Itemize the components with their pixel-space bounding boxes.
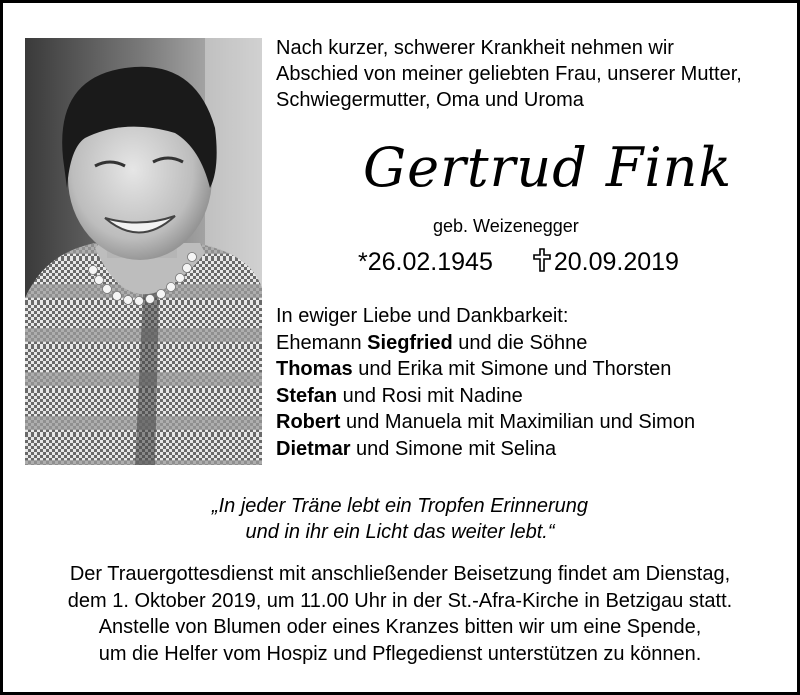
notice-line: dem 1. Oktober 2019, um 11.00 Uhr in der St.-Afra-Kirche in Betzigau statt. (67, 589, 733, 612)
family-line (276, 436, 776, 463)
notice-line: um die Helfer vom Hospiz und Pflegedienst unterstützen zu können. (98, 642, 702, 665)
family-heading: In ewiger Liebe und Dankbarkeit: (276, 305, 569, 327)
portrait-photo (25, 38, 262, 465)
family-member-name: Siegfried (367, 331, 453, 354)
intro-line: Abschied von meiner geliebten Frau, unserer Mutter, (276, 63, 742, 85)
notice-line: Der Trauergottesdienst mit anschließender Beisetzung findet am Dienstag, (69, 563, 731, 585)
family-line (276, 383, 776, 410)
family-line-rest: und Erika mit Simone und Thorsten (352, 358, 672, 380)
intro-line: Nach kurzer, schwerer Krankheit nehmen wir (276, 37, 674, 59)
family-line-rest: und Rosi mit Nadine (337, 384, 523, 407)
memorial-quote (3, 493, 797, 545)
death-date: 20.09.2019 (553, 248, 679, 276)
family-member-name: Dietmar (276, 437, 351, 460)
family-line-rest: und Simone mit Selina (350, 437, 557, 460)
deceased-name: Gertrud Fink (363, 136, 733, 199)
intro-text (276, 35, 776, 113)
birth-name: geb. Weizenegger (433, 216, 579, 236)
quote-line: „In jeder Träne lebt ein Tropfen Erinnerung (211, 495, 589, 517)
family-line-prefix: Ehemann (276, 331, 368, 354)
intro-line: Schwiegermutter, Oma und Uroma (276, 89, 584, 111)
life-dates (358, 247, 679, 279)
family-line-rest: und Manuela mit Maximilian und Simon (340, 411, 696, 433)
family-member-name: Robert (276, 411, 341, 433)
family-line (276, 330, 776, 357)
death-date-group (532, 248, 679, 276)
family-member-name: Stefan (276, 384, 338, 407)
funeral-notice (3, 561, 797, 667)
notice-line: Anstelle von Blumen oder eines Kranzes bitten wir um eine Spende, (98, 616, 702, 638)
family-line (276, 409, 776, 436)
birth-date: *26.02.1945 (358, 248, 493, 276)
family-line (276, 356, 776, 383)
cross-icon (532, 248, 552, 279)
family-list (276, 303, 776, 462)
family-line-rest: und die Söhne (452, 331, 588, 354)
family-member-name: Thomas (276, 358, 353, 380)
quote-line: und in ihr ein Licht das weiter lebt.“ (245, 521, 555, 543)
